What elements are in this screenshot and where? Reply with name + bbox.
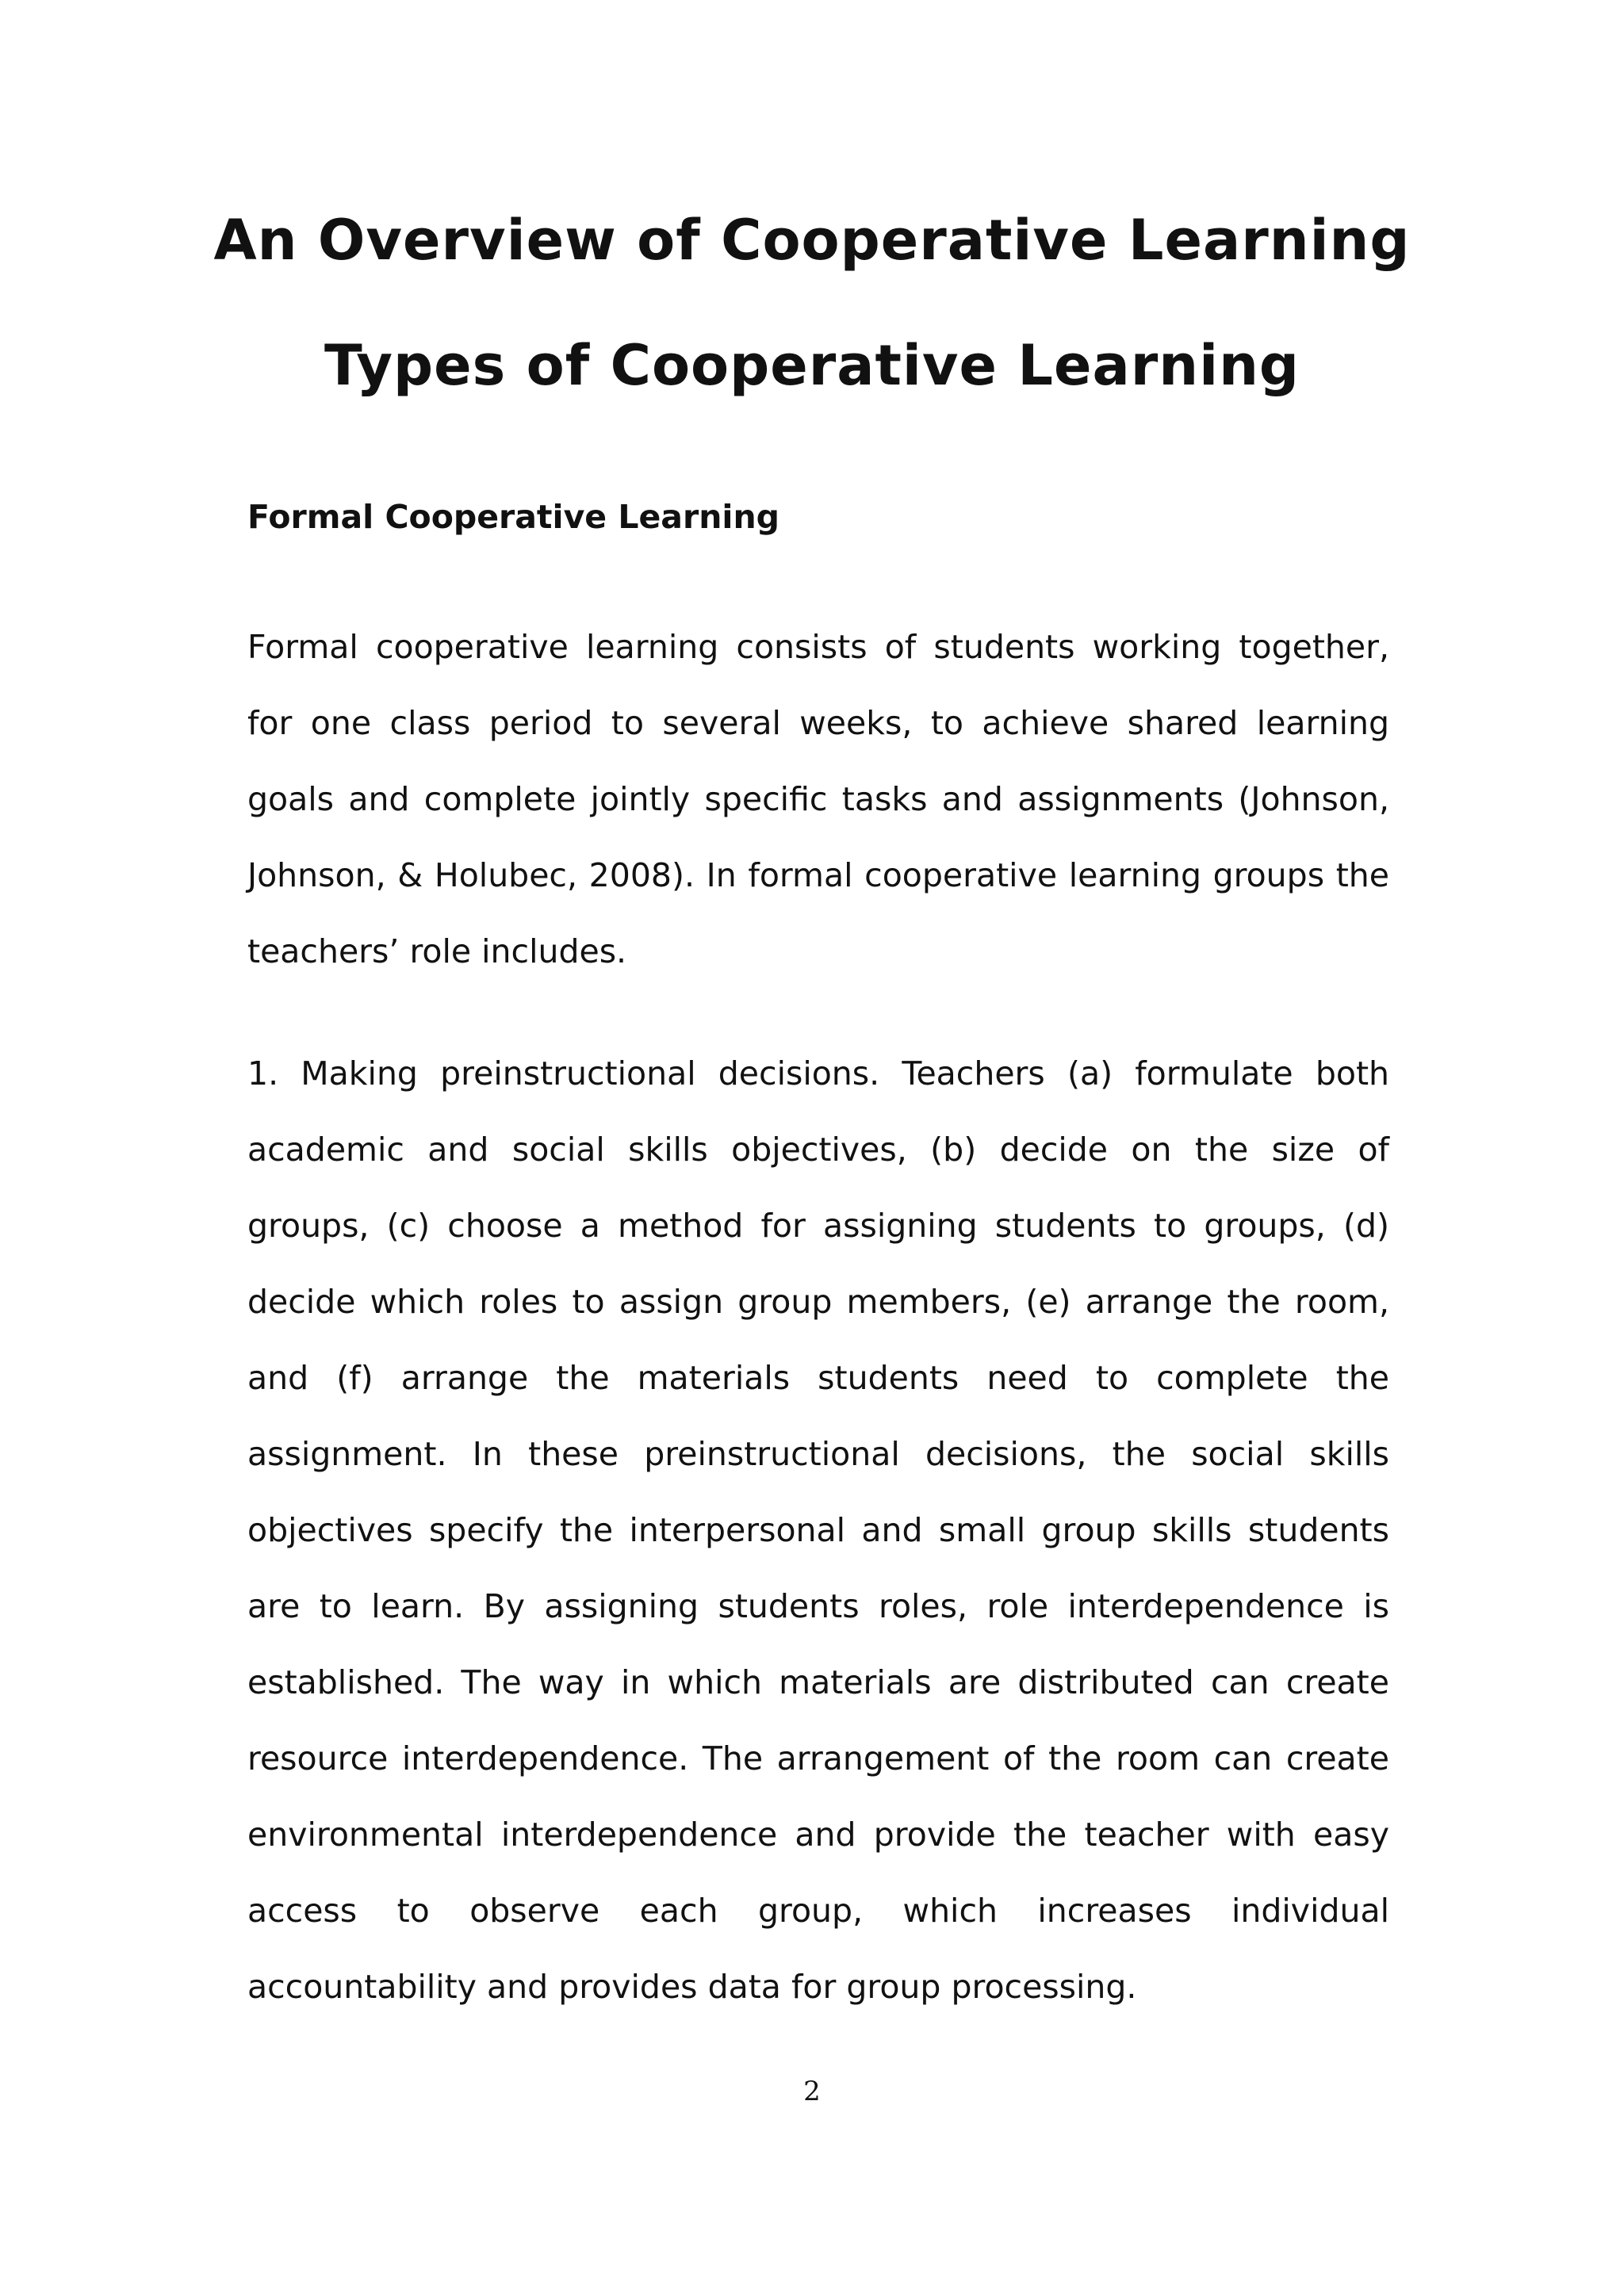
body-paragraph: Formal cooperative learning consists of students working together, for one class period to several weeks, to achieve shared learning goals and complete jointly specific tasks and assignments (Johnson, Johnson, & Holubec, 2008). In formal cooperative learning groups the teachers’ role includes. bbox=[247, 628, 1389, 970]
page-subtitle: Types of Cooperative Learning bbox=[324, 333, 1300, 398]
section-heading: Formal Cooperative Learning bbox=[247, 498, 779, 536]
page-number: 2 bbox=[803, 2076, 821, 2107]
page-title: An Overview of Cooperative Learning bbox=[213, 208, 1411, 273]
body-paragraph: 1. Making preinstructional decisions. Teachers (a) formulate both academic and social skills objectives, (b) decide on the size of groups, (c) choose a method for assigning students to groups, (d) decide which roles to assign group members, (e) arrange the room, and (f) arrange the materials students need to complete the assignment. In these preinstructional decisions, the social skills objectives specify the interpersonal and small group skills students are to learn. By assigning students roles, role interdependence is established. The way in which materials are distributed can create resource interdependence. The arrangement of the room can create environmental interdependence and provide the teacher with easy access to observe each group, which increases individual accountability and provides data for group processing. bbox=[247, 1054, 1389, 2006]
